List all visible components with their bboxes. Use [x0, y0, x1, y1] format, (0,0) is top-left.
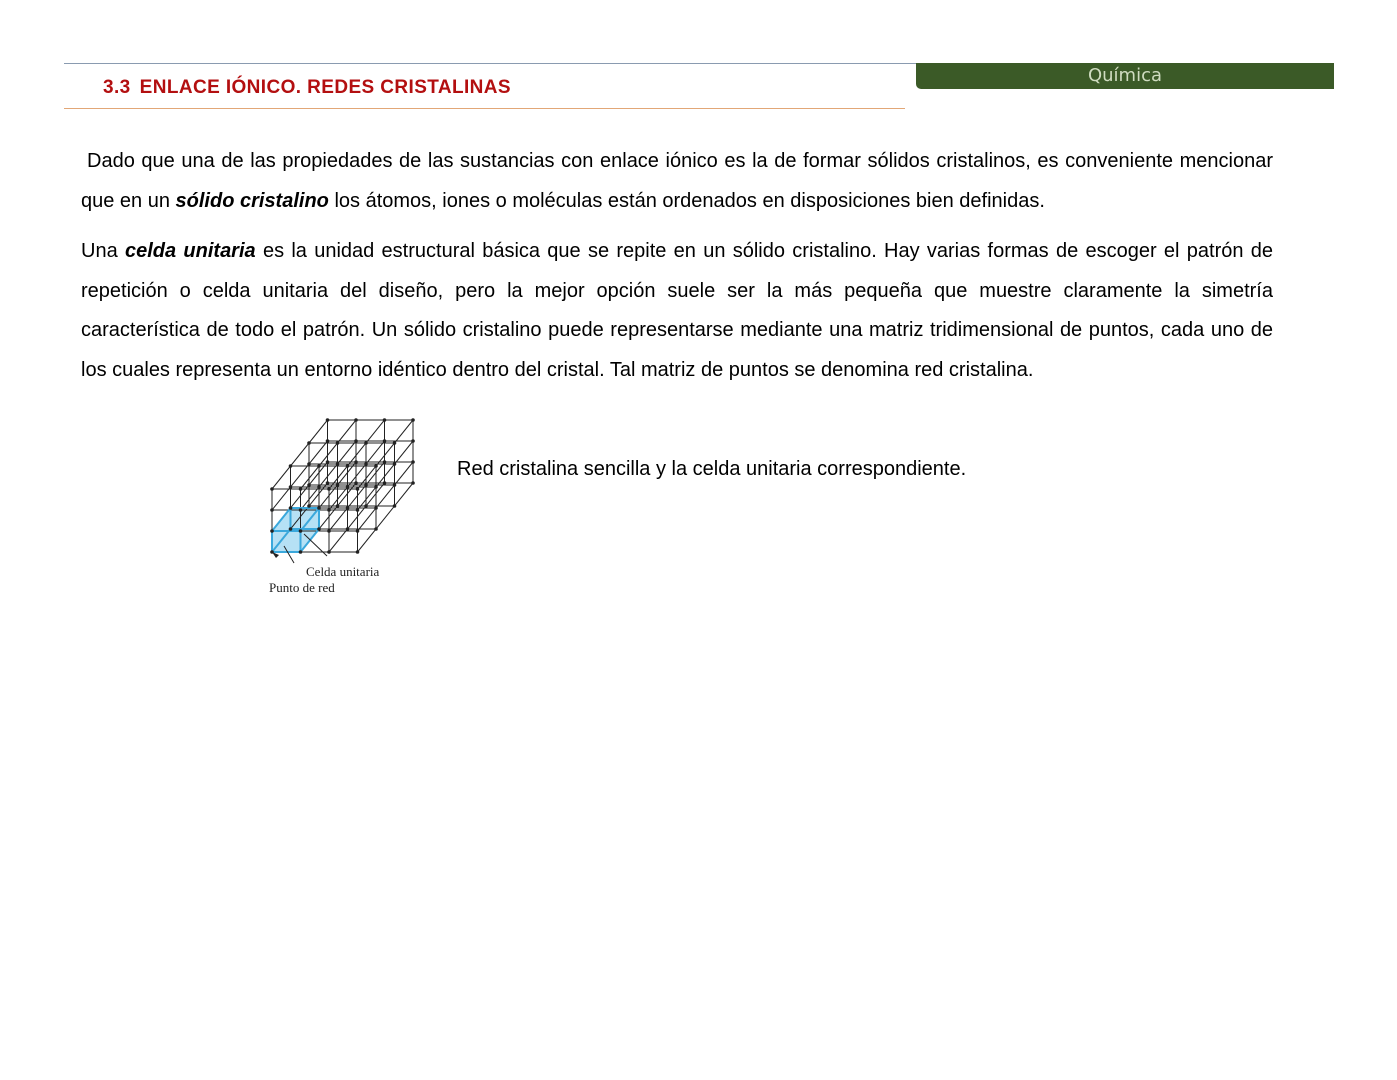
lattice-point — [307, 483, 311, 487]
lattice-point — [326, 439, 330, 443]
lattice-point — [364, 504, 368, 508]
lattice-point — [346, 464, 350, 468]
lattice-point — [356, 508, 360, 512]
lattice-point — [346, 506, 350, 510]
lattice-point — [383, 418, 387, 422]
lattice-point — [346, 527, 350, 531]
paragraph-unit-cell — [81, 232, 1273, 390]
lattice-point — [307, 504, 311, 508]
lattice-point — [307, 441, 311, 445]
lattice-point — [374, 485, 378, 489]
lattice-point — [336, 441, 340, 445]
lattice-point — [336, 504, 340, 508]
lattice-point — [374, 506, 378, 510]
lattice-point — [299, 529, 303, 533]
paragraph2-text-after: es la unidad estructural básica que se repite en un sólido cristalino. Hay varias formas de escoger el patrón de repetición o celda unitaria del diseño, pero la mejor opción suele ser la más pequeña que muestre claramente la simetría característica de todo el patrón. Un sólido cristalino puede representarse mediante una matriz tridimensional de puntos, cada uno de los cuales representa un entorno idéntico dentro del cristal. Tal matriz de puntos se denomina red cristalina. — [81, 240, 1274, 381]
lattice-point — [299, 508, 303, 512]
lattice-point — [346, 485, 350, 489]
paragraph1-text-before: Dado que una de las propiedades de las sustancias con enlace iónico es la de formar sólidos cristalinos, es conveniente mencionar que en un — [81, 150, 1273, 212]
lattice-point — [336, 462, 340, 466]
term-unit-cell: celda unitaria — [124, 240, 256, 262]
lattice-point — [317, 485, 321, 489]
lattice-point-label: Punto de red — [269, 580, 335, 592]
subject-label: Química — [1087, 65, 1163, 86]
lattice-point — [270, 487, 274, 491]
lattice-point — [411, 418, 415, 422]
lattice-point — [354, 439, 358, 443]
lattice-point — [354, 460, 358, 464]
paragraph2-text-before: Una — [81, 240, 125, 262]
lattice-point — [393, 441, 397, 445]
lattice-point — [307, 462, 311, 466]
term-solid-crystalline: sólido cristalino — [175, 189, 329, 212]
lattice-point — [393, 483, 397, 487]
lattice-point — [289, 527, 293, 531]
lattice-point — [383, 460, 387, 464]
lattice-point — [327, 508, 331, 512]
lattice-point — [411, 439, 415, 443]
crystal-lattice-diagram — [262, 408, 462, 592]
lattice-point — [364, 441, 368, 445]
lattice-point — [289, 506, 293, 510]
lattice-point — [383, 439, 387, 443]
lattice-point — [356, 487, 360, 491]
lattice-point — [326, 460, 330, 464]
lattice-point — [374, 464, 378, 468]
section-title: ENLACE IÓNICO. REDES CRISTALINAS — [139, 77, 511, 98]
lattice-point — [317, 506, 321, 510]
lattice-point — [317, 464, 321, 468]
lattice-point — [374, 527, 378, 531]
figure-caption: Red cristalina sencilla y la celda unitaria correspondiente. — [457, 458, 967, 480]
lattice-point — [354, 418, 358, 422]
lattice-point — [299, 550, 303, 554]
header-top-rule — [64, 63, 916, 64]
lattice-point — [336, 483, 340, 487]
lattice-point — [411, 481, 415, 485]
lattice-point — [383, 481, 387, 485]
crystal-lattice-figure — [262, 408, 462, 592]
lattice-point — [364, 462, 368, 466]
lattice-point — [289, 485, 293, 489]
lattice-point — [356, 550, 360, 554]
lattice-point — [270, 529, 274, 533]
lattice-point — [327, 529, 331, 533]
lattice-point — [289, 464, 293, 468]
lattice-point — [356, 529, 360, 533]
section-title-rule — [64, 108, 905, 109]
unit-cell-label: Celda unitaria — [306, 564, 380, 579]
section-number: 3.3 — [103, 77, 131, 98]
lattice-point — [326, 418, 330, 422]
lattice-point — [411, 460, 415, 464]
lattice-point — [327, 550, 331, 554]
lattice-point — [326, 481, 330, 485]
lattice-point — [364, 483, 368, 487]
lattice-point — [354, 481, 358, 485]
paragraph-solid-crystalline — [81, 142, 1273, 221]
section-heading — [103, 77, 511, 99]
lattice-point — [393, 462, 397, 466]
unit-cell-pointer — [304, 534, 327, 556]
subject-banner — [916, 63, 1334, 89]
lattice-point — [327, 487, 331, 491]
paragraph1-text-after: los átomos, iones o moléculas están ordenados en disposiciones bien definidas. — [328, 189, 1045, 212]
lattice-point — [317, 527, 321, 531]
lattice-point — [270, 508, 274, 512]
lattice-point — [393, 504, 397, 508]
lattice-point — [299, 487, 303, 491]
